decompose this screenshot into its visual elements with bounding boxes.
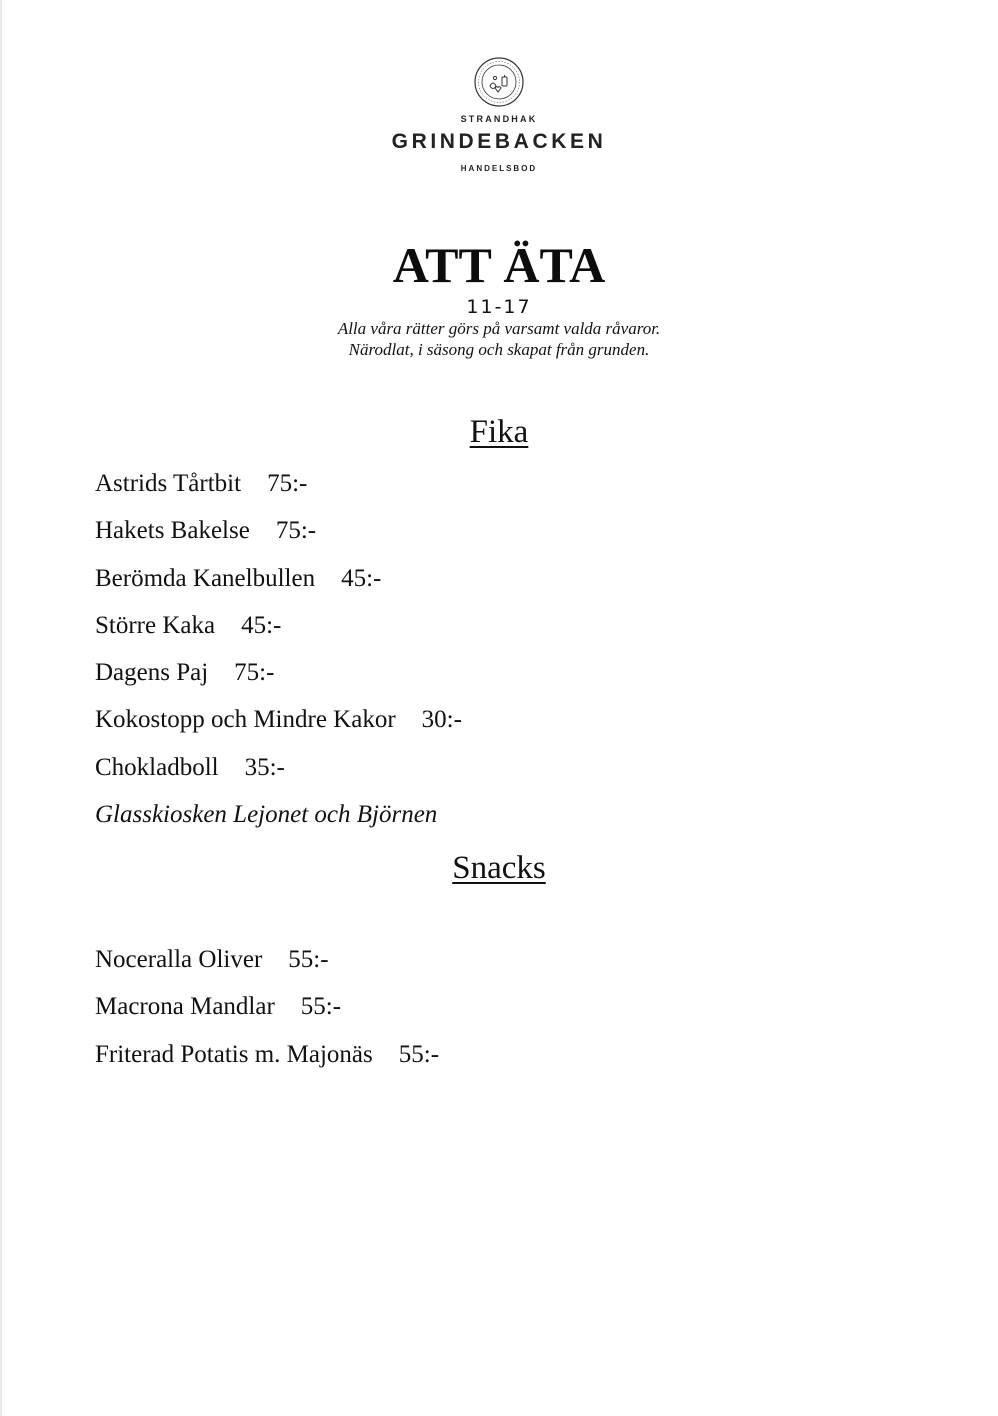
menu-item — [95, 507, 462, 554]
menu-item — [95, 602, 462, 649]
item-name: Chokladboll — [95, 753, 219, 781]
item-name: Astrids Tårtbit — [95, 470, 242, 497]
item-name: Friterad Potatis m. Majonäs — [95, 1040, 373, 1068]
page-edge — [0, 0, 2, 1416]
item-price: 45:- — [341, 564, 382, 592]
item-name: Macrona Mandlar — [95, 993, 275, 1021]
brand-line-top: STRANDHAK — [460, 114, 538, 124]
item-price: 35:- — [244, 753, 285, 781]
ice-cream-kiosk-note: Glasskiosken Lejonet och Björnen — [95, 801, 438, 829]
item-price: 75:- — [267, 470, 308, 497]
item-price: 55:- — [398, 1040, 440, 1068]
menu-description-line-2: Närodlat, i säsong och skapat från grunden. — [348, 340, 650, 359]
brand-name: GRINDEBACKEN — [391, 130, 607, 153]
item-price: 55:- — [300, 993, 342, 1021]
fika-item-list — [95, 460, 462, 838]
menu-title: ATT ÄTA — [392, 237, 606, 293]
menu-description-line-1: Alla våra rätter görs på varsamt valda råvaror. — [337, 319, 661, 338]
menu-item — [95, 1031, 439, 1078]
opening-hours: 11-17 — [466, 296, 532, 318]
menu-item — [95, 696, 462, 743]
item-price: 30:- — [421, 706, 462, 734]
item-name: Dagens Paj — [95, 659, 209, 687]
item-name: Kokostopp och Mindre Kakor — [95, 706, 396, 734]
item-price: 75:- — [234, 659, 275, 687]
item-name: Berömda Kanelbullen — [95, 564, 316, 592]
item-price: 55:- — [288, 946, 329, 973]
menu-item — [95, 649, 462, 696]
item-name: Större Kaka — [95, 611, 216, 639]
section-title-snacks: Snacks — [452, 850, 546, 886]
seal-icon — [473, 56, 525, 108]
menu-item — [95, 555, 462, 602]
item-name: Noceralla Oliver — [95, 946, 263, 973]
item-name: Hakets Bakelse — [95, 517, 250, 545]
menu-heading — [0, 236, 998, 360]
snacks-item-list — [95, 936, 439, 1078]
menu-item — [95, 983, 439, 1030]
menu-item — [95, 936, 439, 983]
brand-logo — [0, 56, 998, 173]
menu-item — [95, 460, 462, 507]
section-title-fika: Fika — [469, 414, 529, 450]
menu-item — [95, 744, 462, 791]
brand-line-bottom: HANDELSBOD — [460, 164, 538, 173]
item-price: 75:- — [275, 517, 317, 545]
item-price: 45:- — [241, 611, 282, 639]
